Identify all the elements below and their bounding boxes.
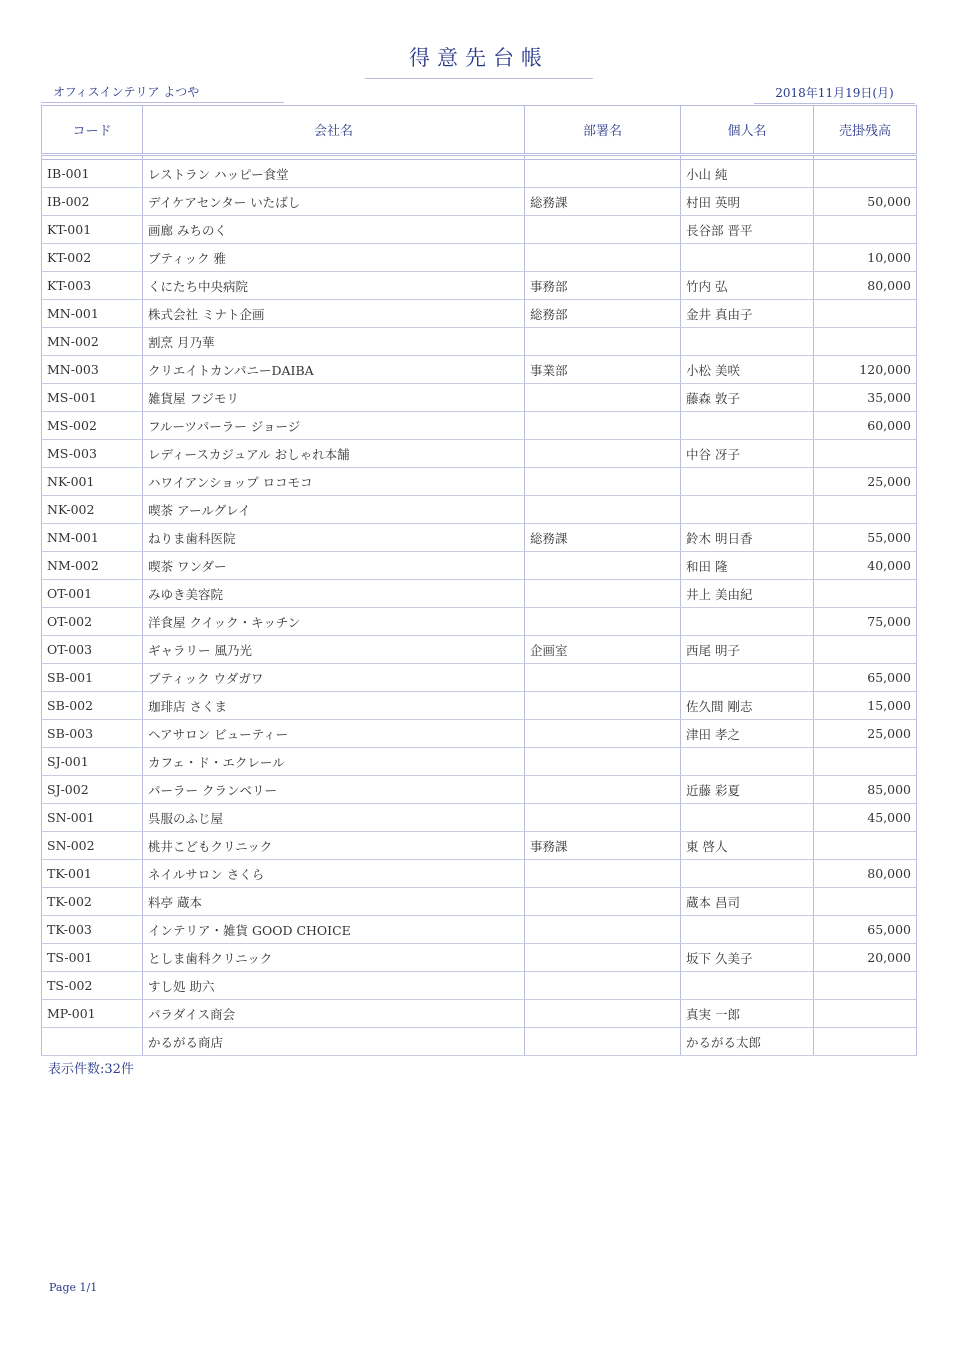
cell-code: NK-002 [42, 496, 143, 524]
cell-department: 企画室 [525, 636, 681, 664]
cell-company: パーラー クランベリー [143, 776, 525, 804]
cell-person: かるがる太郎 [681, 1028, 814, 1056]
cell-company: 喫茶 ワンダー [143, 552, 525, 580]
table-row [42, 1000, 917, 1028]
column-header-department: 部署名 [525, 106, 681, 155]
column-header-code: コード [42, 106, 143, 155]
cell-company: かるがる商店 [143, 1028, 525, 1056]
cell-code: SN-002 [42, 832, 143, 860]
cell-code: NK-001 [42, 468, 143, 496]
cell-person: 佐久間 剛志 [681, 692, 814, 720]
cell-company: 洋食屋 クイック・キッチン [143, 608, 525, 636]
cell-balance: 60,000 [814, 412, 917, 440]
cell-company: フルーツパーラー ジョージ [143, 412, 525, 440]
cell-person [681, 412, 814, 440]
cell-balance [814, 580, 917, 608]
cell-company: ブティック ウダガワ [143, 664, 525, 692]
cell-person [681, 804, 814, 832]
column-header-person: 個人名 [681, 106, 814, 155]
table-row [42, 860, 917, 888]
cell-person [681, 328, 814, 356]
cell-code: TK-001 [42, 860, 143, 888]
cell-balance: 55,000 [814, 524, 917, 552]
cell-person: 金井 真由子 [681, 300, 814, 328]
cell-company: 割烹 月乃華 [143, 328, 525, 356]
table-row [42, 720, 917, 748]
cell-company: ヘアサロン ビューティー [143, 720, 525, 748]
cell-balance [814, 1000, 917, 1028]
report-title: 得意先台帳 [365, 42, 593, 79]
cell-department [525, 244, 681, 272]
cell-person [681, 496, 814, 524]
cell-department [525, 748, 681, 776]
table-row [42, 832, 917, 860]
table-body [42, 155, 917, 1056]
cell-department [525, 888, 681, 916]
cell-company: 珈琲店 さくま [143, 692, 525, 720]
cell-company: すし処 助六 [143, 972, 525, 1000]
table-row [42, 468, 917, 496]
table-row [42, 1028, 917, 1056]
cell-balance: 80,000 [814, 272, 917, 300]
cell-person: 小松 美咲 [681, 356, 814, 384]
cell-department: 総務部 [525, 300, 681, 328]
cell-person: 蔵本 昌司 [681, 888, 814, 916]
table-row [42, 216, 917, 244]
page-number: Page 1/1 [49, 1281, 98, 1294]
cell-balance [814, 748, 917, 776]
cell-department [525, 1000, 681, 1028]
cell-department [525, 776, 681, 804]
table-row [42, 944, 917, 972]
cell-code: MN-001 [42, 300, 143, 328]
cell-person: 竹内 弘 [681, 272, 814, 300]
cell-department: 事務部 [525, 272, 681, 300]
cell-company: ブティック 雅 [143, 244, 525, 272]
cell-code: SB-001 [42, 664, 143, 692]
cell-person: 西尾 明子 [681, 636, 814, 664]
table-row [42, 916, 917, 944]
cell-company: インテリア・雑貨 GOOD CHOICE [143, 916, 525, 944]
table-row [42, 440, 917, 468]
cell-balance [814, 160, 917, 188]
cell-balance: 15,000 [814, 692, 917, 720]
cell-code: KT-003 [42, 272, 143, 300]
cell-company: ねりま歯科医院 [143, 524, 525, 552]
table-row [42, 524, 917, 552]
cell-department [525, 972, 681, 1000]
table-row [42, 664, 917, 692]
table-row [42, 356, 917, 384]
cell-department [525, 468, 681, 496]
cell-balance: 65,000 [814, 664, 917, 692]
cell-person: 近藤 彩夏 [681, 776, 814, 804]
table-row [42, 972, 917, 1000]
cell-code: KT-001 [42, 216, 143, 244]
customer-ledger-table [41, 105, 917, 1056]
cell-code: KT-002 [42, 244, 143, 272]
cell-person [681, 664, 814, 692]
table-row [42, 384, 917, 412]
cell-person: 真実 一郎 [681, 1000, 814, 1028]
cell-person [681, 468, 814, 496]
cell-code: TK-003 [42, 916, 143, 944]
cell-company: 雑貨屋 フジモリ [143, 384, 525, 412]
cell-balance: 35,000 [814, 384, 917, 412]
cell-code: MS-002 [42, 412, 143, 440]
cell-department [525, 692, 681, 720]
cell-balance: 45,000 [814, 804, 917, 832]
cell-person: 津田 孝之 [681, 720, 814, 748]
cell-code: SJ-001 [42, 748, 143, 776]
cell-person [681, 748, 814, 776]
cell-department [525, 412, 681, 440]
cell-code: MS-003 [42, 440, 143, 468]
cell-department [525, 860, 681, 888]
cell-balance [814, 216, 917, 244]
cell-company: みゆき美容院 [143, 580, 525, 608]
column-header-balance: 売掛残高 [814, 106, 917, 155]
issuer-company-name: オフィスインテリア よつや [41, 83, 284, 103]
cell-department [525, 216, 681, 244]
cell-code: MS-001 [42, 384, 143, 412]
cell-code: TS-001 [42, 944, 143, 972]
table-row [42, 272, 917, 300]
cell-code: MN-003 [42, 356, 143, 384]
cell-balance [814, 328, 917, 356]
table-row [42, 412, 917, 440]
cell-balance [814, 832, 917, 860]
cell-company: カフェ・ド・エクレール [143, 748, 525, 776]
cell-person: 和田 隆 [681, 552, 814, 580]
cell-code [42, 1028, 143, 1056]
cell-department [525, 664, 681, 692]
cell-department [525, 328, 681, 356]
cell-balance: 40,000 [814, 552, 917, 580]
cell-company: としま歯科クリニック [143, 944, 525, 972]
cell-code: MN-002 [42, 328, 143, 356]
cell-code: SB-002 [42, 692, 143, 720]
cell-code: NM-002 [42, 552, 143, 580]
cell-person: 小山 純 [681, 160, 814, 188]
cell-department [525, 1028, 681, 1056]
cell-department: 総務課 [525, 188, 681, 216]
table-row [42, 244, 917, 272]
cell-company: 料亭 蔵本 [143, 888, 525, 916]
cell-person [681, 916, 814, 944]
cell-balance [814, 888, 917, 916]
cell-company: ギャラリー 風乃光 [143, 636, 525, 664]
cell-balance [814, 972, 917, 1000]
table-row [42, 160, 917, 188]
cell-code: OT-002 [42, 608, 143, 636]
cell-balance: 65,000 [814, 916, 917, 944]
cell-code: OT-003 [42, 636, 143, 664]
cell-code: TK-002 [42, 888, 143, 916]
cell-balance: 20,000 [814, 944, 917, 972]
cell-balance [814, 300, 917, 328]
cell-balance [814, 636, 917, 664]
table-row [42, 804, 917, 832]
cell-department [525, 720, 681, 748]
cell-code: SJ-002 [42, 776, 143, 804]
table-row [42, 608, 917, 636]
cell-department [525, 580, 681, 608]
cell-code: NM-001 [42, 524, 143, 552]
table-row [42, 580, 917, 608]
table-row [42, 328, 917, 356]
cell-person: 長谷部 晋平 [681, 216, 814, 244]
cell-balance: 25,000 [814, 720, 917, 748]
cell-company: 画廊 みちのく [143, 216, 525, 244]
cell-balance: 120,000 [814, 356, 917, 384]
cell-person [681, 860, 814, 888]
cell-balance: 50,000 [814, 188, 917, 216]
record-count: 表示件数:32件 [48, 1062, 134, 1077]
cell-balance: 25,000 [814, 468, 917, 496]
cell-department [525, 916, 681, 944]
cell-code: IB-001 [42, 160, 143, 188]
table-header [42, 106, 917, 155]
cell-code: SN-001 [42, 804, 143, 832]
cell-company: ハワイアンショップ ロコモコ [143, 468, 525, 496]
cell-balance [814, 440, 917, 468]
cell-company: レディースカジュアル おしゃれ本舗 [143, 440, 525, 468]
cell-balance [814, 1028, 917, 1056]
cell-person: 井上 美由紀 [681, 580, 814, 608]
cell-department [525, 384, 681, 412]
cell-company: 株式会社 ミナト企画 [143, 300, 525, 328]
cell-company: 桃井こどもクリニック [143, 832, 525, 860]
table-row [42, 552, 917, 580]
cell-code: SB-003 [42, 720, 143, 748]
cell-department [525, 804, 681, 832]
cell-person [681, 608, 814, 636]
cell-company: 呉服のふじ屋 [143, 804, 525, 832]
cell-person: 鈴木 明日香 [681, 524, 814, 552]
cell-balance: 10,000 [814, 244, 917, 272]
cell-person [681, 972, 814, 1000]
cell-company: ネイルサロン さくら [143, 860, 525, 888]
cell-department [525, 552, 681, 580]
report-date: 2018年11月19日(月) [754, 84, 915, 104]
cell-person: 東 啓人 [681, 832, 814, 860]
cell-company: クリエイトカンパニーDAIBA [143, 356, 525, 384]
cell-department [525, 944, 681, 972]
cell-balance: 80,000 [814, 860, 917, 888]
table-row [42, 636, 917, 664]
cell-department: 総務課 [525, 524, 681, 552]
cell-code: OT-001 [42, 580, 143, 608]
cell-company: レストラン ハッピー食堂 [143, 160, 525, 188]
table-row [42, 888, 917, 916]
cell-company: パラダイス商会 [143, 1000, 525, 1028]
cell-balance [814, 496, 917, 524]
cell-person: 坂下 久美子 [681, 944, 814, 972]
cell-company: くにたち中央病院 [143, 272, 525, 300]
cell-company: デイケアセンター いたばし [143, 188, 525, 216]
table-row [42, 300, 917, 328]
cell-person: 村田 英明 [681, 188, 814, 216]
cell-person: 藤森 敦子 [681, 384, 814, 412]
cell-department [525, 160, 681, 188]
header-row [42, 106, 917, 155]
cell-company: 喫茶 アールグレイ [143, 496, 525, 524]
cell-code: IB-002 [42, 188, 143, 216]
cell-department [525, 440, 681, 468]
cell-balance: 85,000 [814, 776, 917, 804]
table-row [42, 692, 917, 720]
cell-department: 事務課 [525, 832, 681, 860]
table-row [42, 748, 917, 776]
table-row [42, 496, 917, 524]
cell-department: 事業部 [525, 356, 681, 384]
cell-person: 中谷 冴子 [681, 440, 814, 468]
cell-department [525, 496, 681, 524]
cell-department [525, 608, 681, 636]
cell-balance: 75,000 [814, 608, 917, 636]
cell-code: TS-002 [42, 972, 143, 1000]
column-header-company: 会社名 [143, 106, 525, 155]
cell-person [681, 244, 814, 272]
cell-code: MP-001 [42, 1000, 143, 1028]
table-row [42, 776, 917, 804]
table-row [42, 188, 917, 216]
